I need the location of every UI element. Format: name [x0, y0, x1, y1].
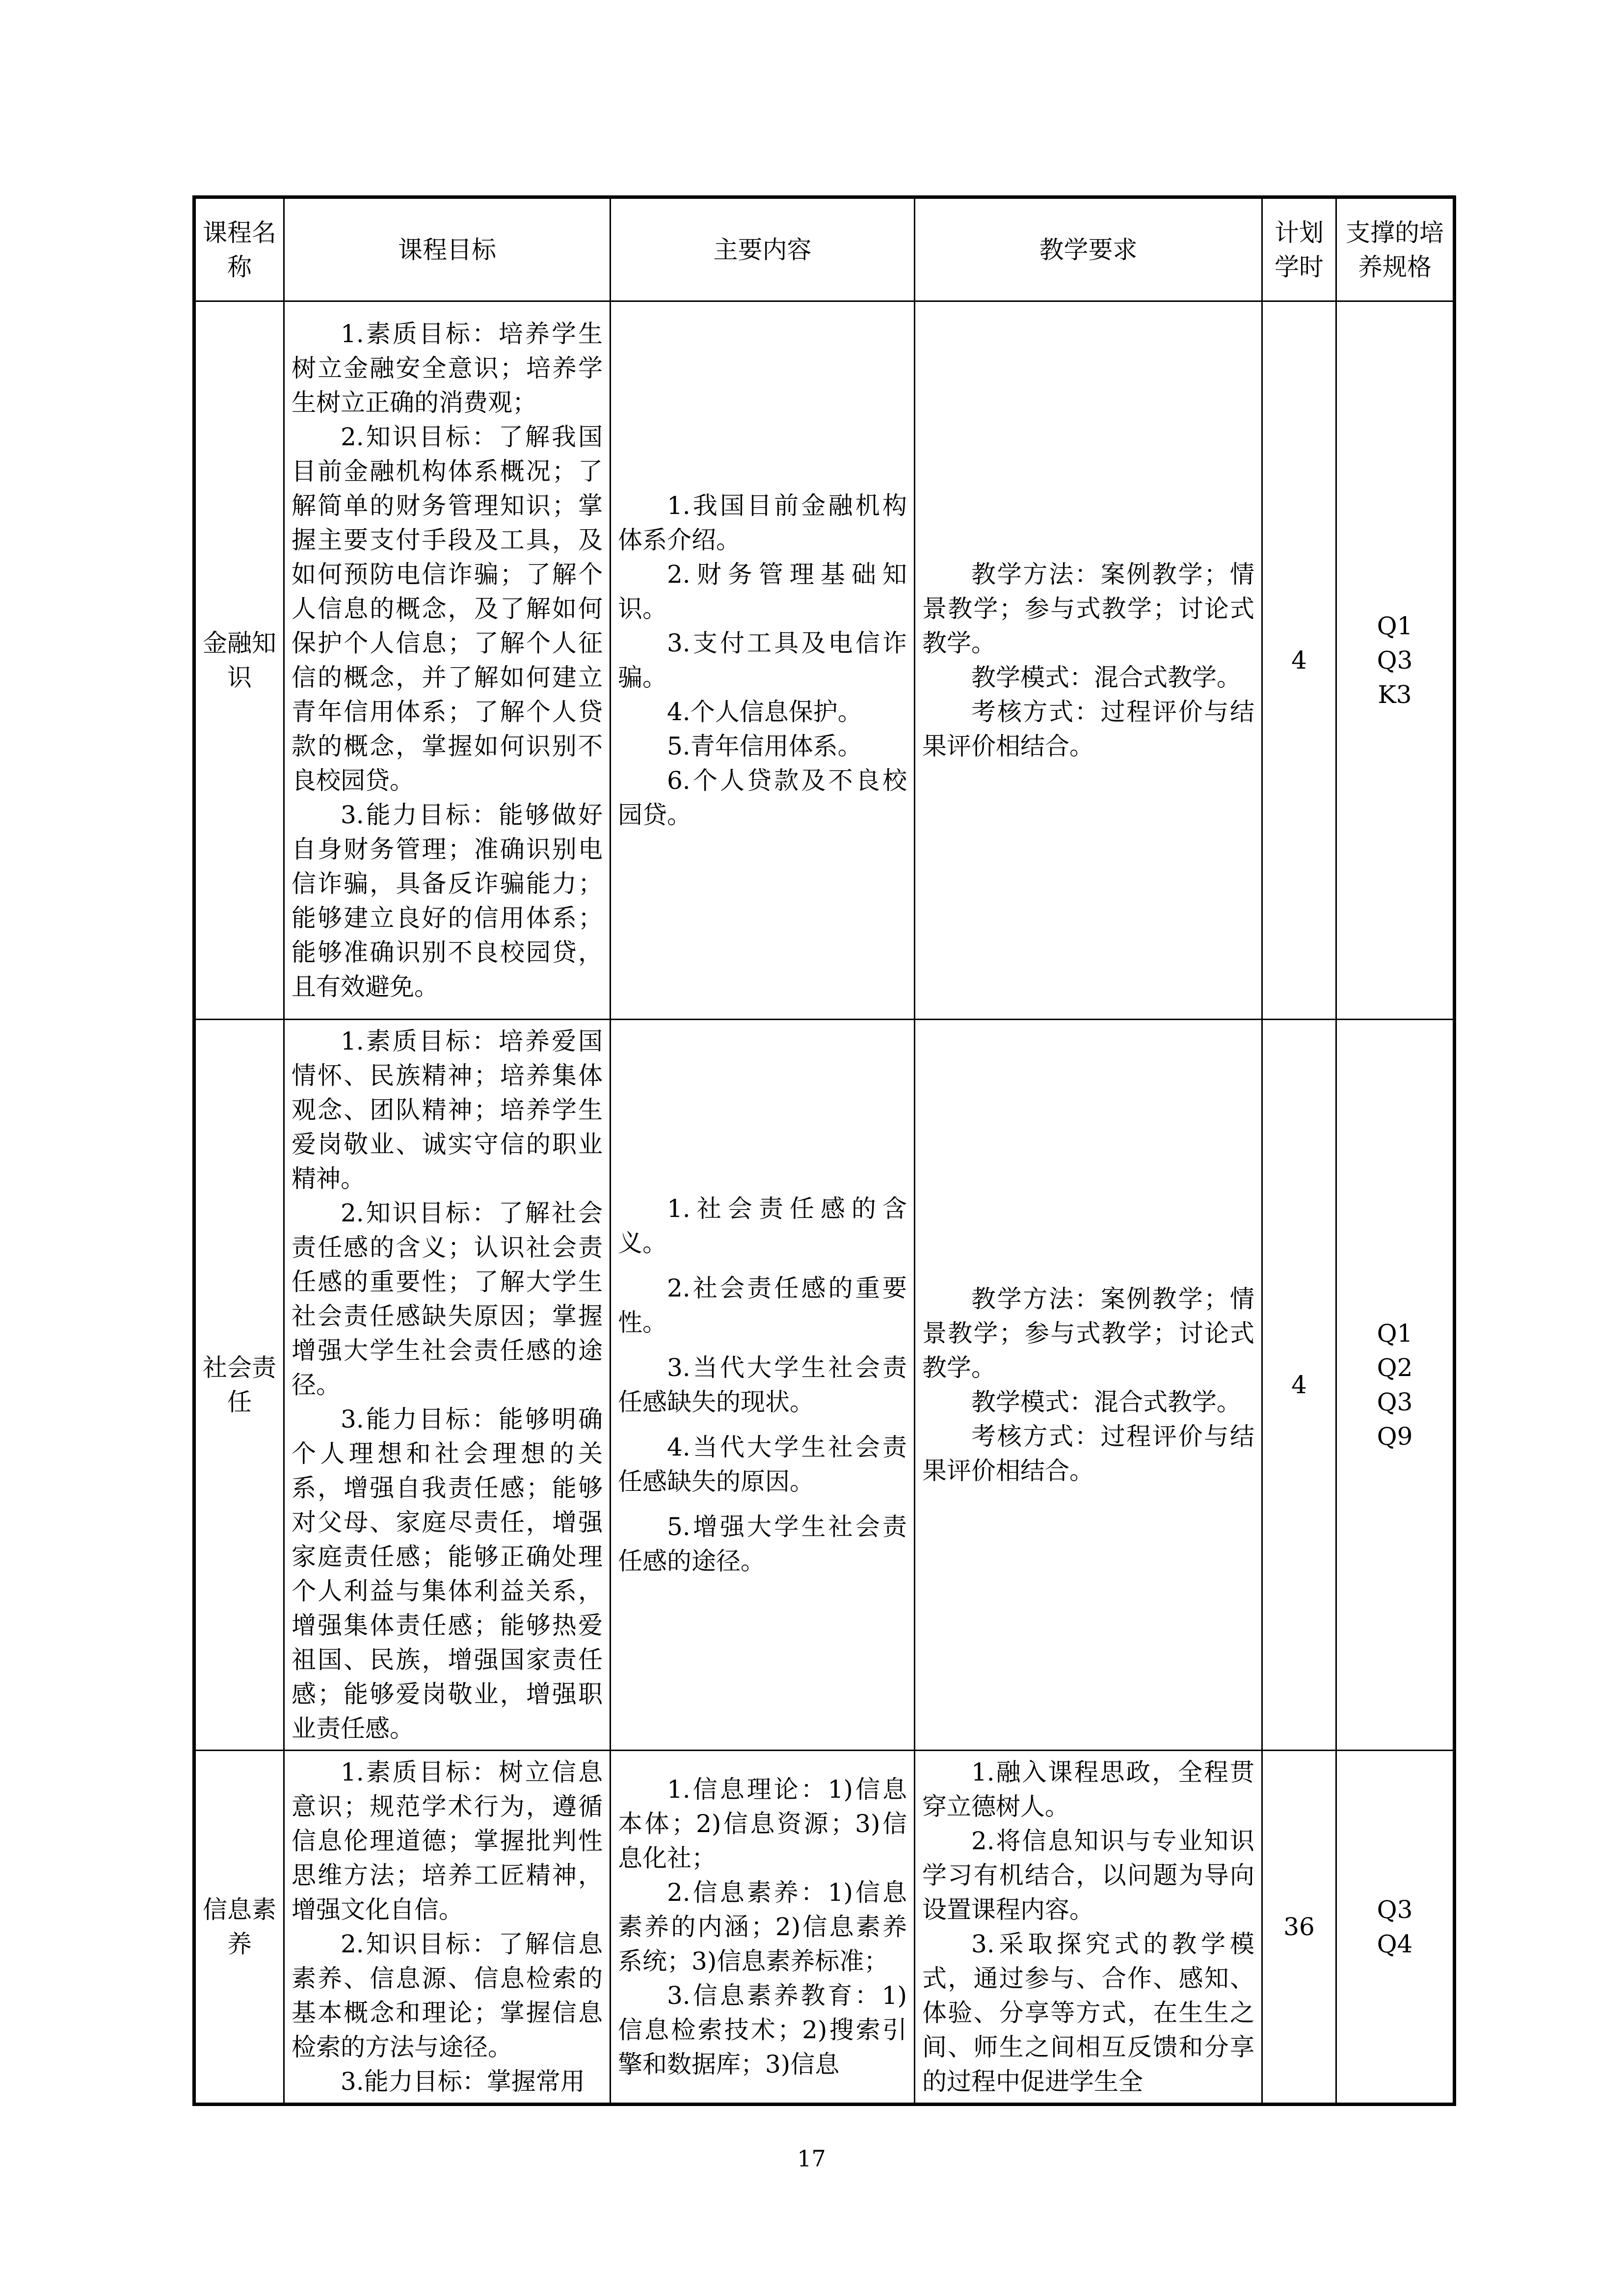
- header-teaching-requirement: 教学要求: [915, 197, 1262, 301]
- spec-code: Q3: [1377, 646, 1413, 675]
- main-contents: [611, 1020, 915, 1751]
- goal-item: 3.能力目标：能够明确个人理想和社会理想的关系，增强自我责任感；能够对父母、家庭尽责任，增强家庭责任感；能够正确处理个人利益与集体利益关系，增强集体责任感；能够热爱祖国、民族，增强国家责任感；能够爱岗敬业，增强职业责任感。: [292, 1405, 603, 1743]
- planned-hours: 36: [1262, 1751, 1336, 2105]
- goal-item: 1.素质目标：培养学生树立金融安全意识；培养学生树立正确的消费观；: [292, 320, 603, 417]
- planned-hours: 4: [1262, 301, 1336, 1020]
- spec-codes: [1336, 1020, 1455, 1751]
- main-contents: [611, 1751, 915, 2105]
- spec-code: Q9: [1377, 1422, 1413, 1451]
- course-goals: [284, 1751, 611, 2105]
- table-row: [194, 301, 1455, 1020]
- goal-item: 1.素质目标：树立信息意识；规范学术行为，遵循信息伦理道德；掌握批判性思维方法；培养工匠精神，增强文化自信。: [292, 1758, 603, 1924]
- table-row: [194, 1020, 1455, 1751]
- spec-code: Q3: [1377, 1895, 1413, 1924]
- content-item: 2.财务管理基础知识。: [618, 560, 907, 623]
- content-item: 2.信息素养：1)信息素养的内涵；2)信息素养系统；3)信息素养标准；: [618, 1878, 907, 1975]
- header-main-content: 主要内容: [611, 197, 915, 301]
- content-item: 4.当代大学生社会责任感缺失的原因。: [618, 1433, 907, 1496]
- requirement-item: 教学方法：案例教学；情景教学；参与式教学；讨论式教学。: [922, 1285, 1254, 1382]
- teaching-requirements: [915, 301, 1262, 1020]
- header-supported-spec: 支撑的培养规格: [1336, 197, 1455, 301]
- header-course-name: 课程名称: [194, 197, 284, 301]
- goal-item: 3.能力目标：掌握常用: [341, 2067, 585, 2096]
- requirement-item: 教学方法：案例教学；情景教学；参与式教学；讨论式教学。: [922, 560, 1254, 657]
- goal-item: 3.能力目标：能够做好自身财务管理；准确识别电信诈骗，具备反诈骗能力；能够建立良好的信用体系；能够准确识别不良校园贷，且有效避免。: [292, 801, 603, 1001]
- requirement-item: 考核方式：过程评价与结果评价相结合。: [922, 1422, 1254, 1485]
- content-item: 1.我国目前金融机构体系介绍。: [618, 491, 907, 554]
- requirement-item: 3.采取探究式的教学模式，通过参与、合作、感知、体验、分享等方式，在生生之间、师生之间相互反馈和分享的过程中促进学生全: [922, 1930, 1254, 2096]
- requirement-item: 2.将信息知识与专业知识学习有机结合，以问题为导向设置课程内容。: [922, 1827, 1254, 1924]
- header-course-goal: 课程目标: [284, 197, 611, 301]
- requirement-item: 考核方式：过程评价与结果评价相结合。: [922, 698, 1254, 760]
- content-item: 4.个人信息保护。: [667, 698, 862, 726]
- spec-code: Q1: [1377, 612, 1413, 640]
- content-item: 3.支付工具及电信诈骗。: [618, 629, 907, 692]
- requirement-item: 教学模式：混合式教学。: [971, 1388, 1241, 1416]
- spec-code: Q2: [1377, 1353, 1413, 1382]
- goal-item: 2.知识目标：了解社会责任感的含义；认识社会责任感的重要性；了解大学生社会责任感缺失原因；掌握增强大学生社会责任感的途径。: [292, 1199, 603, 1399]
- content-item: 3.信息素养教育：1)信息检索技术；2)搜索引擎和数据库；3)信息: [618, 1981, 907, 2079]
- goal-item: 2.知识目标：了解信息素养、信息源、信息检索的基本概念和理论；掌握信息检索的方法与途径。: [292, 1930, 603, 2061]
- content-item: 6.个人贷款及不良校园贷。: [618, 766, 907, 829]
- spec-code: Q4: [1377, 1930, 1413, 1958]
- content-item: 2.社会责任感的重要性。: [618, 1274, 907, 1337]
- content-item: 3.当代大学生社会责任感缺失的现状。: [618, 1353, 907, 1416]
- course-name: 信息素养: [194, 1751, 284, 2105]
- planned-hours: 4: [1262, 1020, 1336, 1751]
- course-goals: [284, 1020, 611, 1751]
- spec-code: Q3: [1377, 1388, 1413, 1416]
- content-item: 5.增强大学生社会责任感的途径。: [618, 1513, 907, 1575]
- spec-codes: [1336, 301, 1455, 1020]
- main-contents: [611, 301, 915, 1020]
- table-header-row: [194, 197, 1455, 301]
- requirement-item: 1.融入课程思政，全程贯穿立德树人。: [922, 1758, 1254, 1821]
- page-number: 17: [797, 2145, 826, 2172]
- requirement-item: 教学模式：混合式教学。: [971, 663, 1241, 692]
- content-item: 1.信息理论：1)信息本体；2)信息资源；3)信息化社；: [618, 1775, 907, 1872]
- content-item: 5.青年信用体系。: [667, 732, 862, 760]
- spec-code: Q1: [1377, 1319, 1413, 1348]
- goal-item: 2.知识目标：了解我国目前金融机构体系概况；了解简单的财务管理知识；掌握主要支付手段及工具，及如何预防电信诈骗；了解个人信息的概念，及了解如何保护个人信息；了解个人征信的概念，并了解如何建立青年信用体系；了解个人贷款的概念，掌握如何识别不良校园贷。: [292, 423, 603, 795]
- teaching-requirements: [915, 1751, 1262, 2105]
- course-goals: [284, 301, 611, 1020]
- content-item: 1.社会责任感的含义。: [618, 1194, 907, 1257]
- header-planned-hours: 计划学时: [1262, 197, 1336, 301]
- spec-codes: [1336, 1751, 1455, 2105]
- curriculum-table: [192, 195, 1456, 2106]
- teaching-requirements: [915, 1020, 1262, 1751]
- spec-code: K3: [1378, 680, 1412, 709]
- goal-item: 1.素质目标：培养爱国情怀、民族精神；培养集体观念、团队精神；培养学生爱岗敬业、诚实守信的职业精神。: [292, 1027, 603, 1193]
- table-row: [194, 1751, 1455, 2105]
- course-name: 社会责任: [194, 1020, 284, 1751]
- course-name: 金融知识: [194, 301, 284, 1020]
